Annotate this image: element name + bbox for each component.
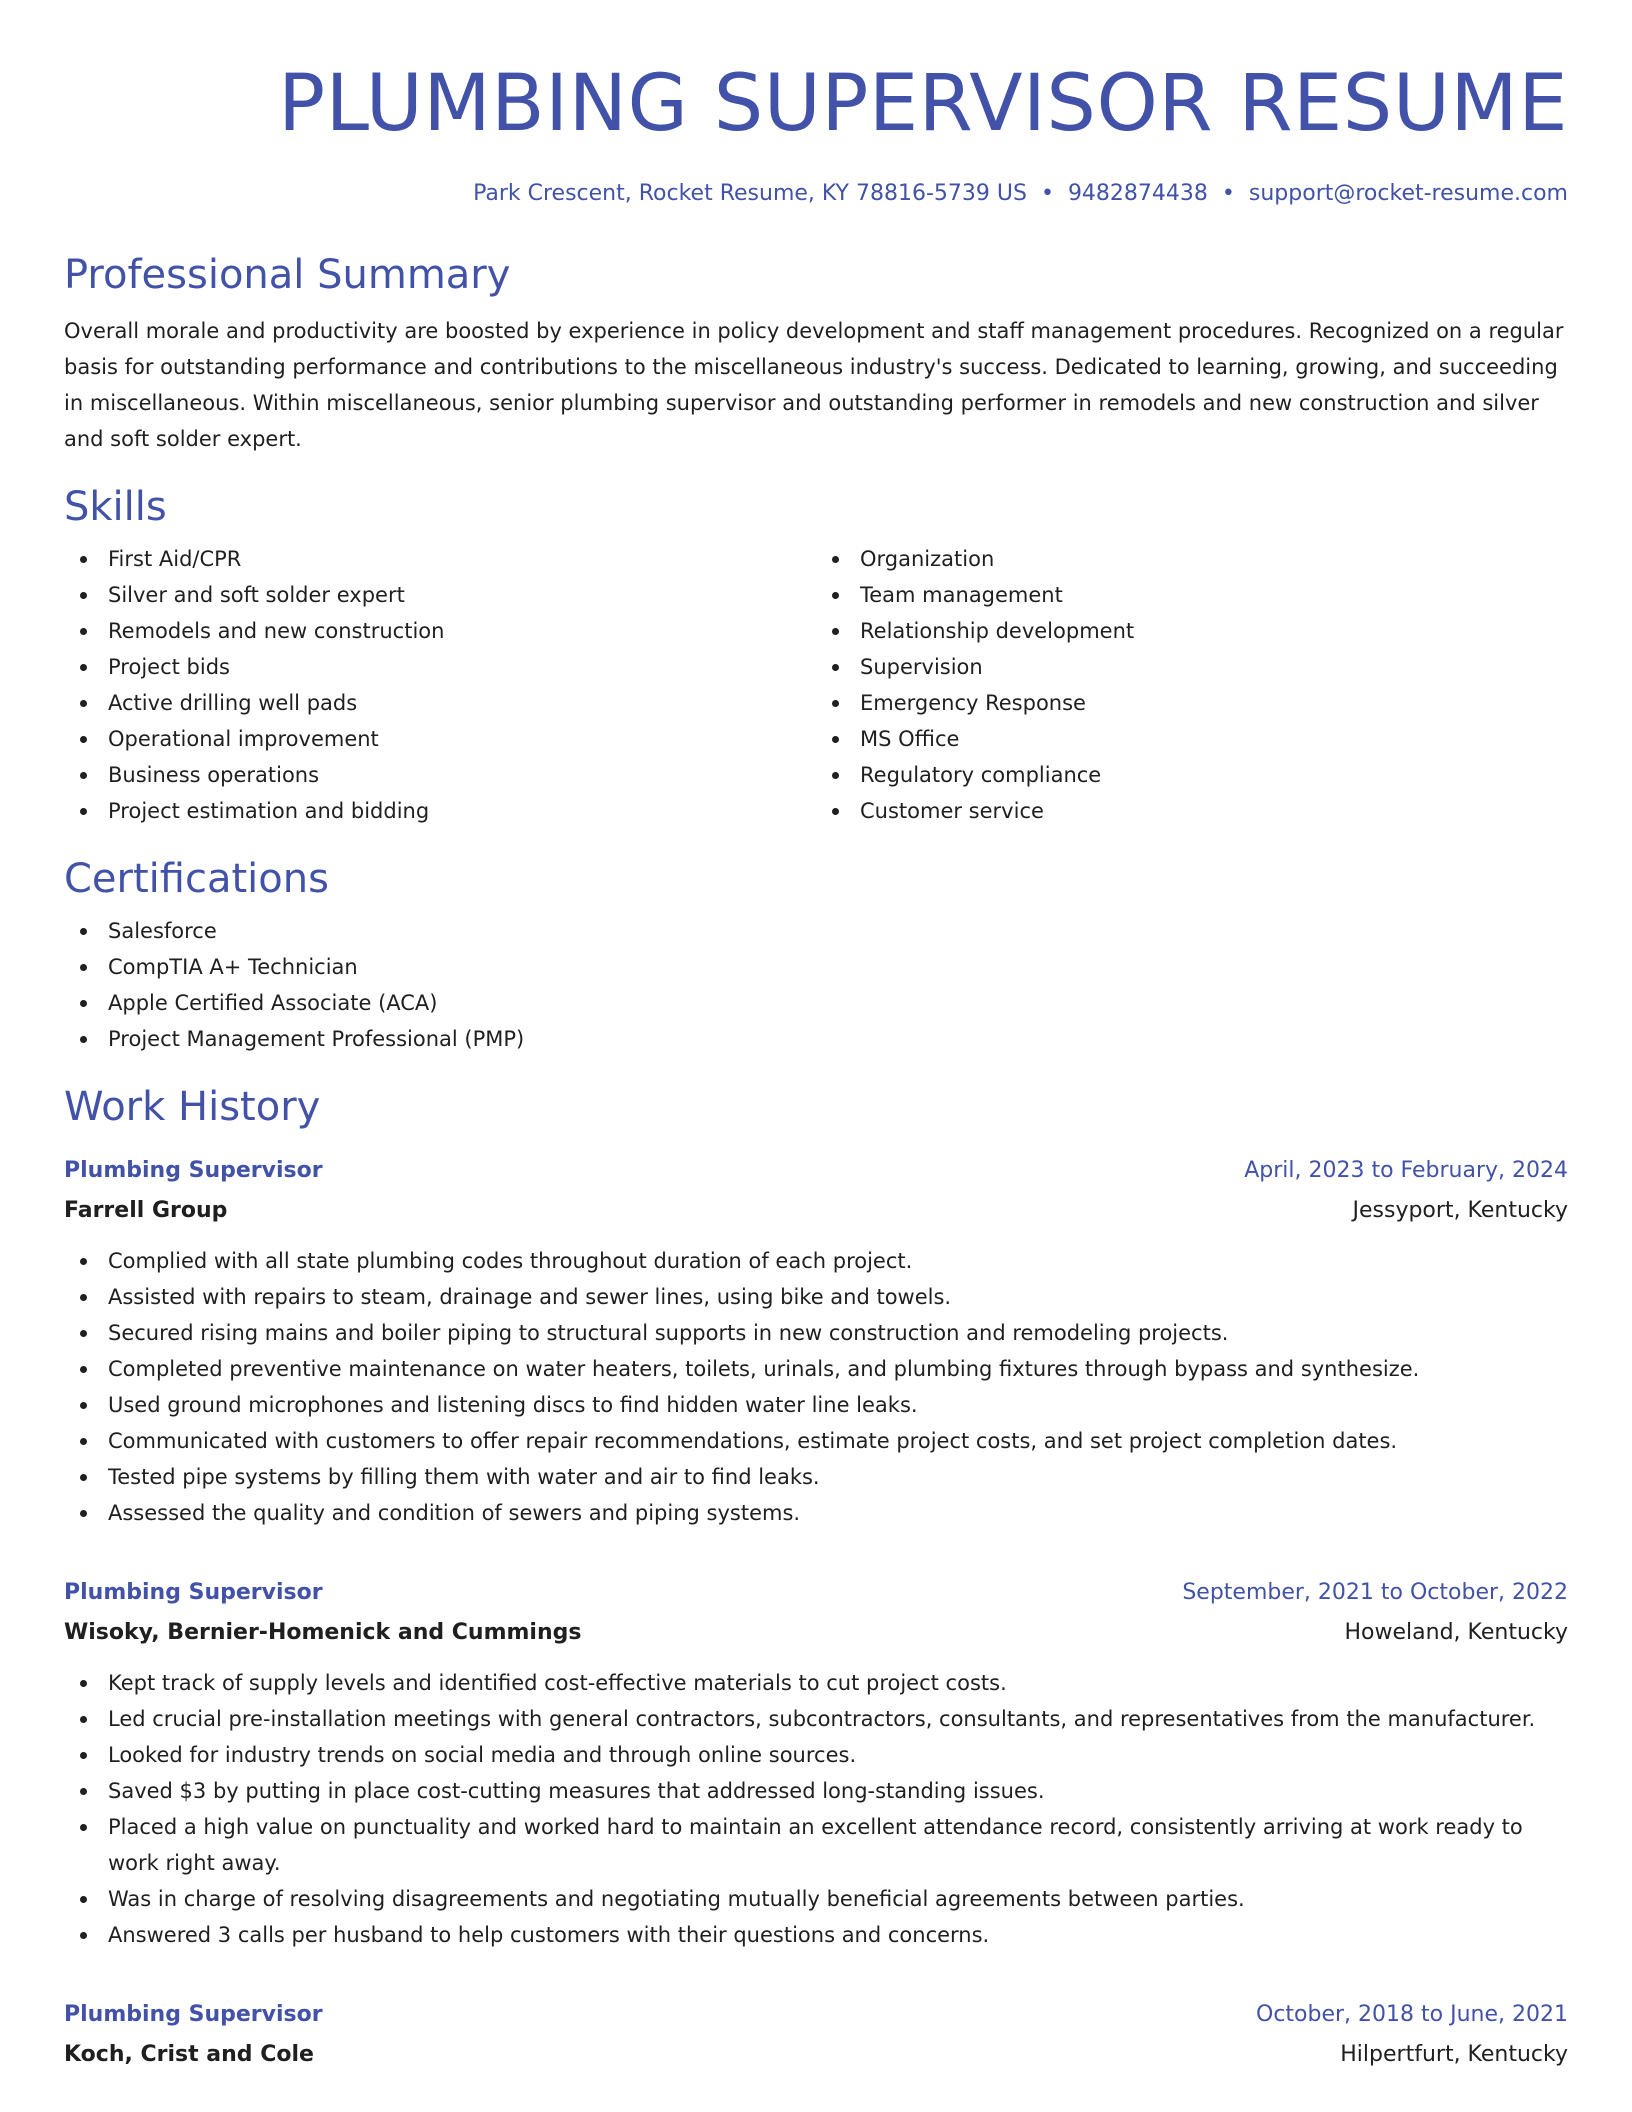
job-company-row (64, 1191, 1568, 1231)
list-item: Organization (816, 541, 1568, 577)
list-item: Project estimation and bidding (64, 793, 816, 829)
skills-heading: Skills (64, 484, 167, 531)
job-title-row (64, 1151, 1568, 1191)
certifications-heading: Certifications (64, 856, 329, 903)
list-item: Relationship development (816, 613, 1568, 649)
list-item: Apple Certified Associate (ACA) (64, 985, 1568, 1021)
list-item: Project Management Professional (PMP) (64, 1021, 1568, 1057)
job-entry (64, 1573, 1568, 1953)
summary-text: Overall morale and productivity are boosted by experience in policy development and staff management procedures. Recognized on a regular basis for outstanding performance and contributions to the miscellaneous industry's success. Dedicated to learning, growing, and succeeding in miscellaneous. Within miscellaneous, senior plumbing supervisor and outstanding performer in remodels and new construction and silver and soft solder expert. (64, 319, 1564, 452)
job-title-row (64, 1573, 1568, 1613)
job-company: Koch, Crist and Cole (64, 2042, 314, 2068)
job-bullets (64, 1665, 1568, 1953)
resume-page (64, 0, 1568, 2075)
list-item: Secured rising mains and boiler piping to structural supports in new construction and remodeling projects. (64, 1315, 1568, 1351)
list-item: CompTIA A+ Technician (64, 949, 1568, 985)
skills-grid (64, 531, 1568, 829)
contact-line (64, 181, 1568, 207)
contact-email: support@rocket-resume.com (1248, 181, 1568, 206)
job-title-row (64, 1995, 1568, 2035)
list-item: Operational improvement (64, 721, 816, 757)
list-item: Business operations (64, 757, 816, 793)
list-item: Remodels and new construction (64, 613, 816, 649)
list-item: Answered 3 calls per husband to help customers with their questions and concerns. (64, 1917, 1568, 1953)
certifications-section (64, 855, 1568, 1057)
job-company-row (64, 2035, 1568, 2075)
work-history-heading: Work History (64, 1084, 321, 1131)
list-item: Silver and soft solder expert (64, 577, 816, 613)
job-title: Plumbing Supervisor (64, 1580, 323, 1606)
job-title: Plumbing Supervisor (64, 1158, 323, 1184)
list-item: Saved $3 by putting in place cost-cutting measures that addressed long-standing issues. (64, 1773, 1568, 1809)
job-company: Wisoky, Bernier-Homenick and Cummings (64, 1620, 582, 1646)
list-item: Kept track of supply levels and identified cost-effective materials to cut project costs. (64, 1665, 1568, 1701)
contact-address: Park Crescent, Rocket Resume, KY 78816-5739 US (473, 181, 1027, 206)
list-item: Was in charge of resolving disagreements and negotiating mutually beneficial agreements between parties. (64, 1881, 1568, 1917)
list-item: Used ground microphones and listening discs to find hidden water line leaks. (64, 1387, 1568, 1423)
list-item: Salesforce (64, 913, 1568, 949)
resume-title: PLUMBING SUPERVISOR RESUME (278, 59, 1568, 149)
summary-section (64, 251, 1568, 457)
job-entry (64, 1995, 1568, 2075)
summary-heading: Professional Summary (64, 252, 511, 299)
list-item: Team management (816, 577, 1568, 613)
list-item: Looked for industry trends on social media and through online sources. (64, 1737, 1568, 1773)
list-item: First Aid/CPR (64, 541, 816, 577)
list-item: Completed preventive maintenance on water heaters, toilets, urinals, and plumbing fixtures through bypass and synthesize. (64, 1351, 1568, 1387)
certifications-list (64, 913, 1568, 1057)
list-item: Regulatory compliance (816, 757, 1568, 793)
skills-list-left (64, 541, 816, 829)
list-item: Complied with all state plumbing codes throughout duration of each project. (64, 1243, 1568, 1279)
job-dates: April, 2023 to February, 2024 (1244, 1158, 1568, 1184)
contact-separator: • (1040, 181, 1054, 206)
contact-separator: • (1221, 181, 1235, 206)
list-item: Customer service (816, 793, 1568, 829)
skills-section (64, 483, 1568, 829)
job-list (64, 1151, 1568, 2075)
list-item: Led crucial pre-installation meetings with general contractors, subcontractors, consultants, and representatives from the manufacturer. (64, 1701, 1568, 1737)
list-item: Communicated with customers to offer repair recommendations, estimate project costs, and set project completion dates. (64, 1423, 1568, 1459)
job-dates: September, 2021 to October, 2022 (1182, 1580, 1568, 1606)
list-item: Assisted with repairs to steam, drainage and sewer lines, using bike and towels. (64, 1279, 1568, 1315)
job-dates: October, 2018 to June, 2021 (1256, 2002, 1568, 2028)
job-location: Hilpertfurt, Kentucky (1340, 2042, 1568, 2068)
job-title: Plumbing Supervisor (64, 2002, 323, 2028)
list-item: Assessed the quality and condition of sewers and piping systems. (64, 1495, 1568, 1531)
list-item: Active drilling well pads (64, 685, 816, 721)
list-item: Supervision (816, 649, 1568, 685)
job-entry (64, 1151, 1568, 1531)
job-company: Farrell Group (64, 1198, 228, 1224)
job-company-row (64, 1613, 1568, 1653)
job-bullets (64, 1243, 1568, 1531)
list-item: Tested pipe systems by filling them with water and air to find leaks. (64, 1459, 1568, 1495)
work-history-section (64, 1083, 1568, 2075)
list-item: MS Office (816, 721, 1568, 757)
skills-list-right (816, 541, 1568, 829)
job-location: Howeland, Kentucky (1344, 1620, 1568, 1646)
contact-phone: 9482874438 (1067, 181, 1208, 206)
job-location: Jessyport, Kentucky (1352, 1198, 1568, 1224)
list-item: Emergency Response (816, 685, 1568, 721)
list-item: Placed a high value on punctuality and worked hard to maintain an excellent attendance record, consistently arriving at work ready to work right away. (64, 1809, 1568, 1881)
list-item: Project bids (64, 649, 816, 685)
